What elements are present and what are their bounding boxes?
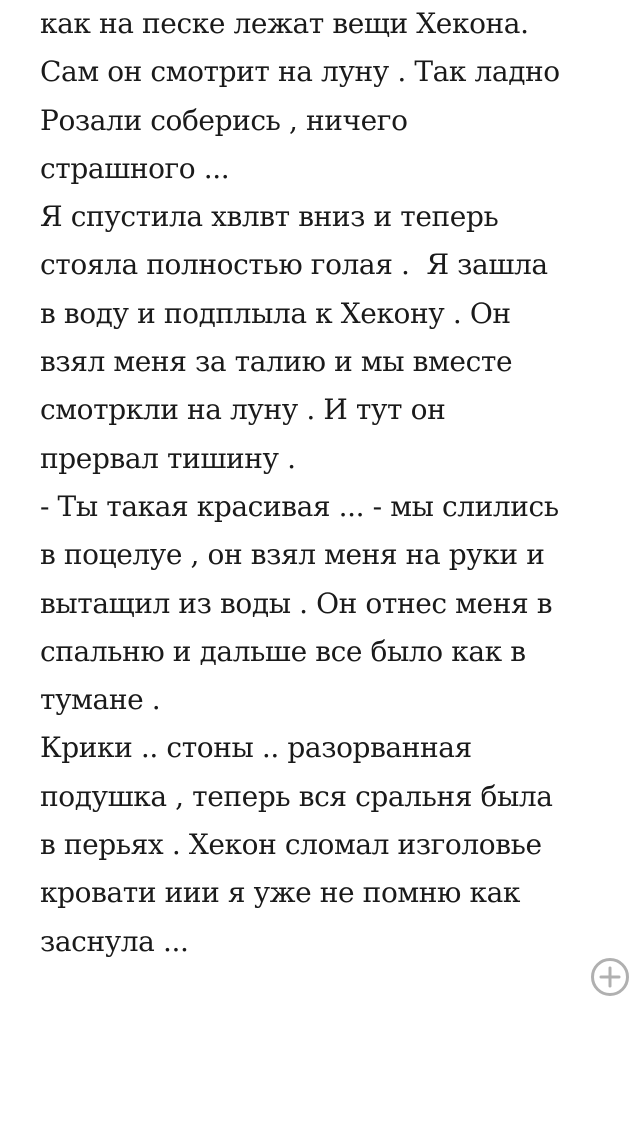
story-line: Крики .. стоны .. разорванная <box>40 731 472 765</box>
story-line: тумане . <box>40 683 161 717</box>
story-line: страшного ... <box>40 151 230 185</box>
story-line: как на песке лежат вещи Хекона. <box>40 7 529 40</box>
story-line: в поцелуе , он взял меня на руки и <box>40 538 545 572</box>
story-line: Сам он смотрит на луну . Так ладно <box>40 55 560 89</box>
story-line: Розали соберись , ничего <box>40 103 408 137</box>
story-line: спальню и дальше все было как в <box>40 634 526 668</box>
add-button[interactable] <box>590 957 630 997</box>
story-line: кровати иии я уже не помню как <box>40 876 521 910</box>
story-line: вытащил из воды . Он отнес меня в <box>40 586 553 620</box>
story-text <box>40 0 620 966</box>
story-line: подушка , теперь вся сральня была <box>40 779 553 813</box>
story-line: взял меня за талию и мы вместе <box>40 345 513 379</box>
story-line: в перьях . Хекон сломал изголовье <box>40 828 542 862</box>
plus-circle-icon <box>590 957 630 997</box>
story-line: заснула ... <box>40 924 189 958</box>
story-line: стояла полностью голая . Я зашла <box>40 248 548 282</box>
story-line: смотркли на луну . И тут он <box>40 393 446 427</box>
story-line: в воду и подплыла к Хекону . Он <box>40 296 511 330</box>
story-line: прервал тишину . <box>40 441 296 475</box>
story-line: - Ты такая красивая ... - мы слились <box>40 489 559 523</box>
story-line: Я спустила хвлвт вниз и теперь <box>40 200 499 234</box>
